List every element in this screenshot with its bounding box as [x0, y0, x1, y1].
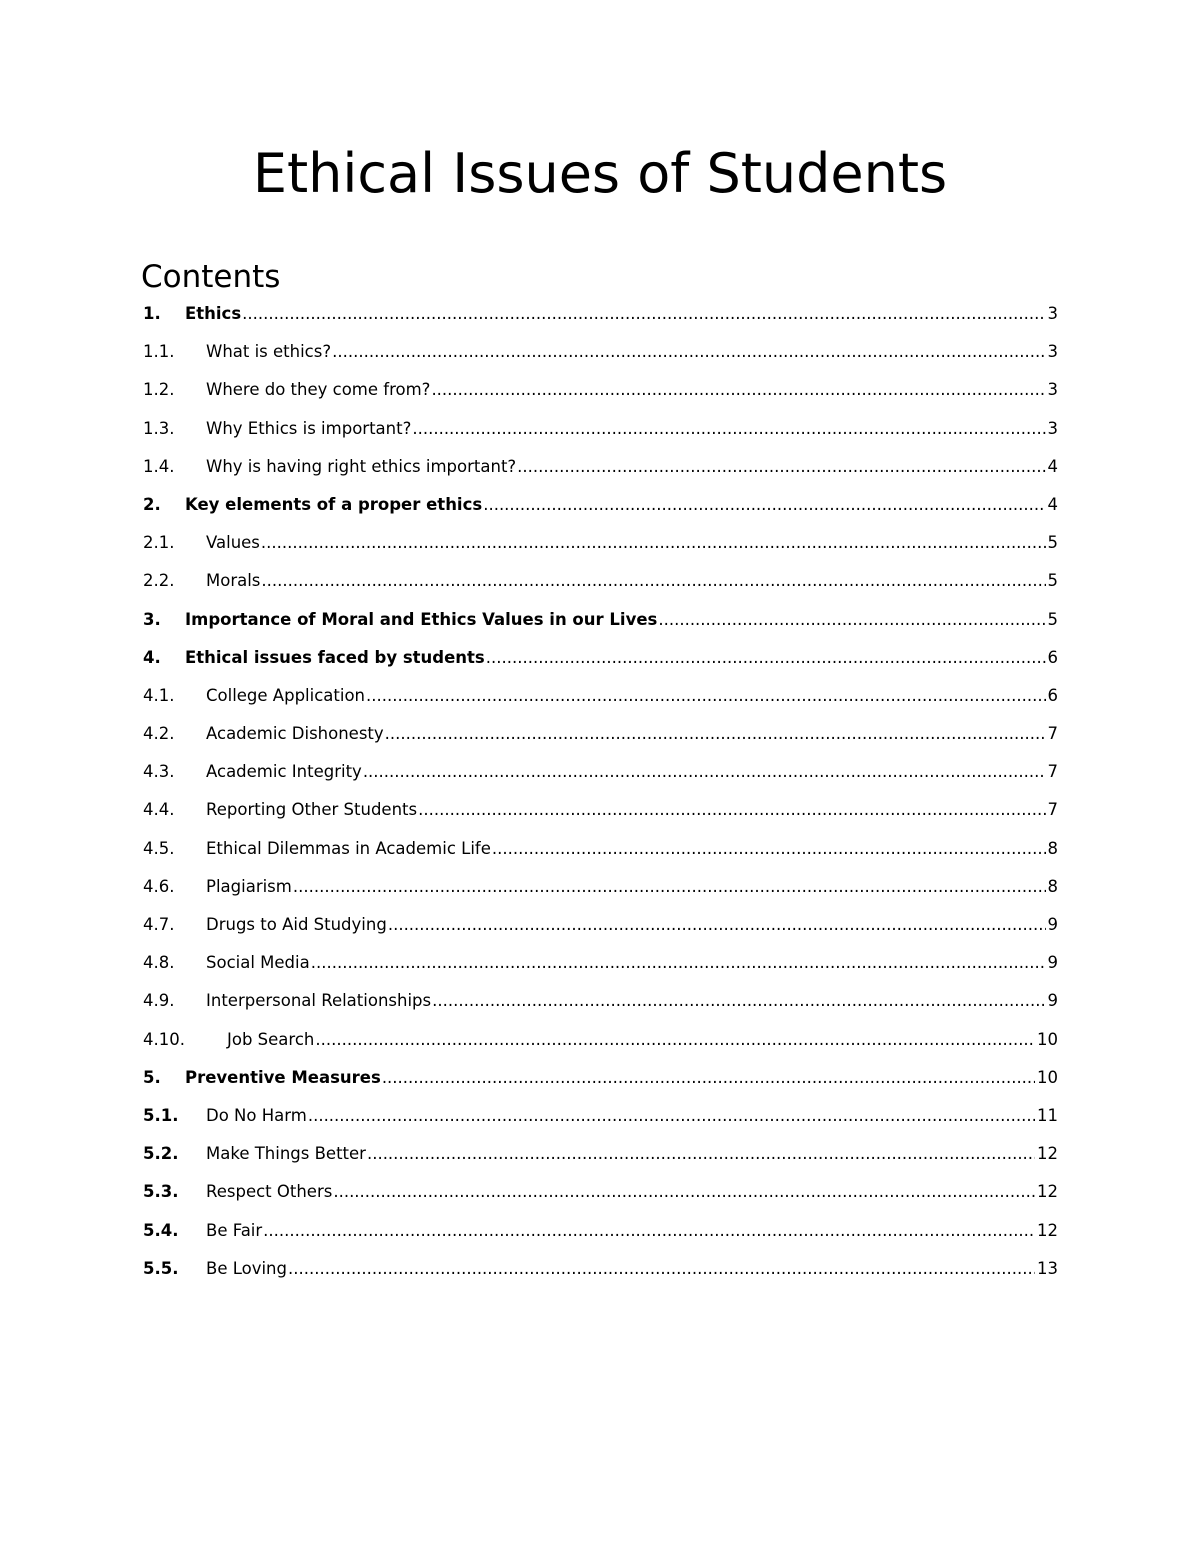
toc-entry-number: 4.3.	[143, 762, 175, 782]
toc-entry-4-3[interactable]	[143, 757, 1058, 795]
toc-entry-page: 7	[1047, 800, 1058, 820]
toc-entry-label: Reporting Other Students	[206, 800, 418, 820]
toc-entry-label: Ethical Dilemmas in Academic Life	[206, 838, 491, 858]
toc-entry-4-8[interactable]	[143, 948, 1058, 986]
toc-entry-page: 4	[1047, 494, 1058, 514]
toc-entry-1-2[interactable]	[143, 375, 1058, 413]
toc-entry-number: 2.2.	[143, 571, 175, 591]
toc-entry-page: 7	[1047, 724, 1058, 744]
toc-entry-number: 4.7.	[143, 915, 175, 934]
toc-entry-label: Where do they come from?	[206, 380, 431, 400]
toc-entry-label: Morals	[206, 571, 261, 591]
toc-leader-dots	[492, 834, 1046, 864]
toc-entry-number: 5.1.	[143, 1105, 179, 1125]
toc-leader-dots	[517, 452, 1045, 482]
toc-entry-page: 9	[1047, 953, 1058, 973]
toc-entry-label: Social Media	[206, 953, 310, 973]
toc-entry-1[interactable]	[143, 299, 1058, 337]
toc-leader-dots	[483, 490, 1045, 520]
toc-leader-dots	[261, 528, 1046, 558]
toc-entry-2[interactable]	[143, 490, 1058, 528]
toc-entry-label: Be Loving	[206, 1258, 287, 1278]
toc-entry-4-9[interactable]	[143, 986, 1058, 1024]
toc-entry-number: 4.4.	[143, 800, 175, 820]
contents-heading: Contents	[141, 259, 281, 295]
toc-entry-number: 5.3.	[143, 1182, 179, 1202]
toc-entry-4[interactable]	[143, 643, 1058, 681]
toc-entry-label: Preventive Measures	[185, 1067, 381, 1087]
toc-entry-page: 13	[1037, 1258, 1058, 1278]
toc-entry-label: Ethical issues faced by students	[185, 647, 485, 667]
toc-entry-number: 2.	[143, 494, 161, 514]
toc-entry-5-5[interactable]	[143, 1254, 1058, 1292]
toc-leader-dots	[431, 375, 1045, 405]
toc-entry-label: Academic Integrity	[206, 762, 362, 782]
toc-entry-4-6[interactable]	[143, 872, 1058, 910]
toc-leader-dots	[261, 566, 1045, 596]
toc-entry-number: 2.1.	[143, 533, 175, 553]
toc-entry-page: 10	[1037, 1067, 1058, 1087]
toc-entry-number: 1.2.	[143, 380, 175, 400]
toc-entry-label: Be Fair	[206, 1220, 263, 1240]
toc-leader-dots	[412, 414, 1045, 444]
toc-leader-dots	[315, 1025, 1035, 1055]
toc-entry-page: 3	[1047, 304, 1058, 323]
toc-entry-number: 5.	[143, 1067, 161, 1087]
toc-entry-label: Plagiarism	[206, 876, 292, 896]
toc-leader-dots	[432, 986, 1045, 1016]
toc-entry-page: 8	[1047, 838, 1058, 858]
toc-entry-label: Interpersonal Relationships	[206, 991, 432, 1011]
toc-entry-4-2[interactable]	[143, 719, 1058, 757]
toc-leader-dots	[333, 1177, 1035, 1207]
toc-entry-5-1[interactable]	[143, 1101, 1058, 1139]
toc-entry-label: Drugs to Aid Studying	[206, 915, 387, 934]
toc-entry-2-2[interactable]	[143, 566, 1058, 604]
toc-entry-number: 5.2.	[143, 1144, 179, 1164]
toc-entry-1-4[interactable]	[143, 452, 1058, 490]
toc-entry-label: Ethics	[185, 304, 242, 323]
toc-entry-number: 4.9.	[143, 991, 175, 1011]
toc-leader-dots	[311, 948, 1046, 978]
toc-entry-page: 12	[1037, 1144, 1058, 1164]
toc-leader-dots	[366, 681, 1046, 711]
toc-entry-label: College Application	[206, 685, 365, 705]
toc-entry-page: 3	[1047, 418, 1058, 438]
toc-entry-number: 4.5.	[143, 838, 175, 858]
toc-entry-number: 1.4.	[143, 456, 175, 476]
toc-entry-number: 5.5.	[143, 1258, 179, 1278]
toc-entry-page: 9	[1047, 991, 1058, 1011]
toc-entry-number: 4.1.	[143, 685, 175, 705]
toc-entry-label: Do No Harm	[206, 1105, 307, 1125]
toc-entry-page: 5	[1047, 533, 1058, 553]
toc-leader-dots	[385, 719, 1046, 749]
toc-entry-number: 4.2.	[143, 724, 175, 744]
toc-leader-dots	[486, 643, 1046, 673]
toc-entry-number: 4.10.	[143, 1029, 185, 1049]
toc-entry-label: Academic Dishonesty	[206, 724, 384, 744]
toc-entry-page: 5	[1047, 571, 1058, 591]
toc-entry-number: 5.4.	[143, 1220, 179, 1240]
toc-entry-5-2[interactable]	[143, 1139, 1058, 1177]
toc-entry-number: 4.	[143, 647, 161, 667]
toc-entry-label: Job Search	[227, 1029, 315, 1049]
toc-leader-dots	[332, 337, 1045, 367]
toc-entry-page: 9	[1047, 915, 1058, 934]
toc-entry-3[interactable]	[143, 605, 1058, 643]
toc-leader-dots	[308, 1101, 1035, 1131]
document-title: Ethical Issues of Students	[252, 142, 948, 205]
toc-entry-number: 4.8.	[143, 953, 175, 973]
toc-leader-dots	[388, 910, 1046, 940]
toc-entry-1-1[interactable]	[143, 337, 1058, 375]
toc-entry-number: 3.	[143, 609, 161, 629]
toc-entry-page: 6	[1047, 647, 1058, 667]
toc-leader-dots	[418, 795, 1045, 825]
toc-entry-page: 6	[1047, 685, 1058, 705]
toc-leader-dots	[367, 1139, 1035, 1169]
toc-entry-page: 5	[1047, 609, 1058, 629]
toc-entry-4-1[interactable]	[143, 681, 1058, 719]
toc-entry-label: Why Ethics is important?	[206, 418, 412, 438]
toc-entry-number: 4.6.	[143, 876, 175, 896]
toc-entry-1-3[interactable]	[143, 414, 1058, 452]
toc-entry-4-10[interactable]	[143, 1025, 1058, 1063]
toc-leader-dots	[263, 1216, 1035, 1246]
toc-leader-dots	[242, 299, 1045, 329]
toc-entry-page: 12	[1037, 1182, 1058, 1202]
toc-entry-label: Make Things Better	[206, 1144, 366, 1164]
toc-entry-page: 3	[1047, 342, 1058, 362]
toc-entry-page: 7	[1047, 762, 1058, 782]
toc-entry-4-5[interactable]	[143, 834, 1058, 872]
toc-entry-page: 8	[1047, 876, 1058, 896]
toc-entry-label: Key elements of a proper ethics	[185, 494, 483, 514]
toc-entry-number: 1.1.	[143, 342, 175, 362]
table-of-contents	[143, 299, 1058, 1292]
toc-leader-dots	[382, 1063, 1035, 1093]
toc-entry-4-7[interactable]	[143, 910, 1058, 948]
toc-entry-page: 3	[1047, 380, 1058, 400]
toc-entry-5[interactable]	[143, 1063, 1058, 1101]
toc-entry-label: Importance of Moral and Ethics Values in our Lives	[185, 609, 658, 629]
toc-entry-page: 11	[1037, 1105, 1058, 1125]
toc-leader-dots	[363, 757, 1046, 787]
toc-entry-label: Why is having right ethics important?	[206, 456, 517, 476]
toc-entry-page: 4	[1047, 456, 1058, 476]
toc-leader-dots	[288, 1254, 1035, 1284]
toc-entry-4-4[interactable]	[143, 795, 1058, 833]
toc-entry-2-1[interactable]	[143, 528, 1058, 566]
toc-entry-5-3[interactable]	[143, 1177, 1058, 1215]
toc-leader-dots	[658, 605, 1045, 635]
toc-entry-page: 10	[1037, 1029, 1058, 1049]
toc-entry-label: Respect Others	[206, 1182, 333, 1202]
toc-entry-5-4[interactable]	[143, 1216, 1058, 1254]
toc-entry-label: What is ethics?	[206, 342, 332, 362]
toc-entry-number: 1.3.	[143, 418, 175, 438]
toc-entry-page: 12	[1037, 1220, 1058, 1240]
toc-leader-dots	[293, 872, 1046, 902]
toc-entry-label: Values	[206, 533, 260, 553]
toc-entry-number: 1.	[143, 304, 161, 323]
